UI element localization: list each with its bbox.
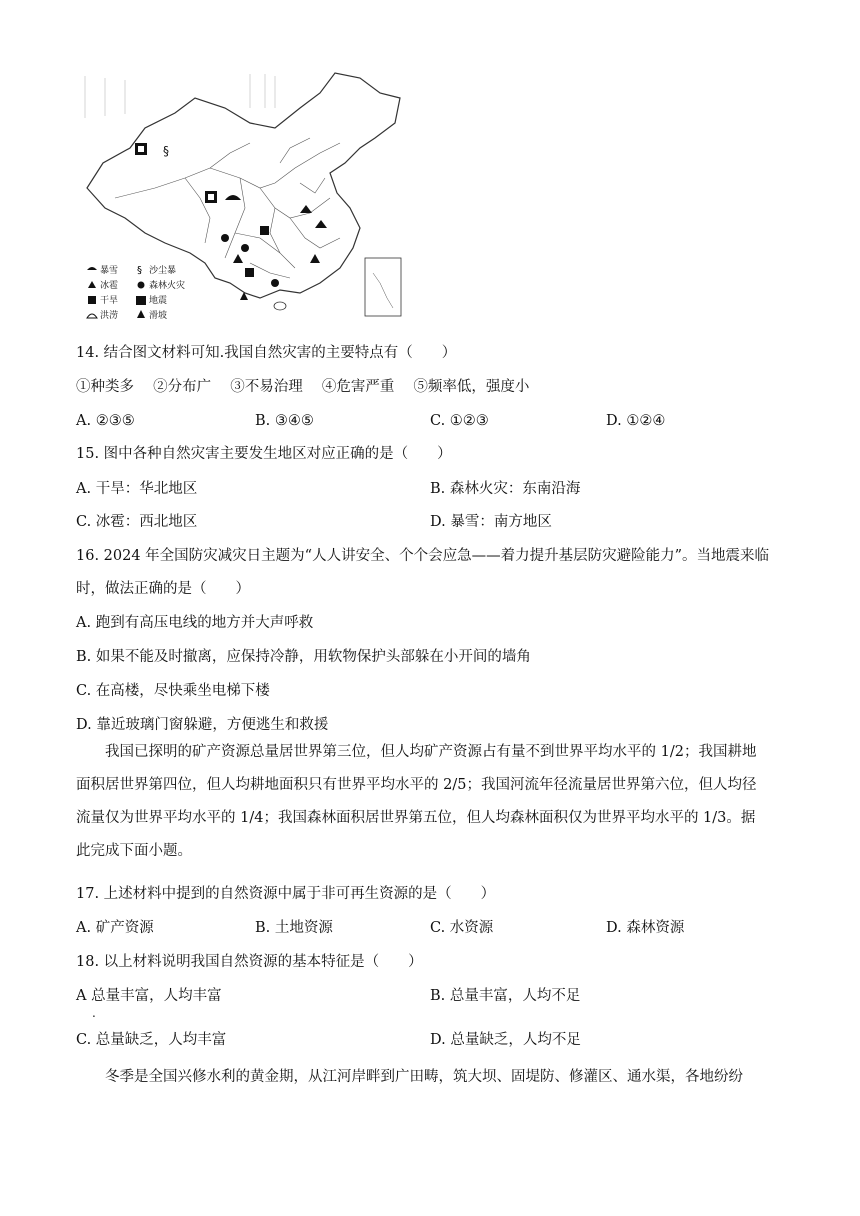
legend-forest-fire-icon [138, 282, 145, 289]
legend-label-5: 地震 [149, 296, 168, 306]
legend-label-3: 森林火灾 [149, 281, 186, 291]
q17-option-a: A. 矿产资源 [76, 920, 154, 936]
hail-icon [310, 254, 320, 263]
q15-option-d: D. 暴雪：南方地区 [430, 514, 552, 530]
q18-option-a: A 总量丰富，人均丰富 [76, 988, 222, 1004]
forest-fire-icon [241, 244, 249, 252]
legend-label-0: 暴雪 [100, 266, 119, 276]
map-symbols [135, 143, 327, 300]
q18-option-c: C. 总量缺乏，人均丰富 [76, 1032, 227, 1048]
legend-label-7: 滑坡 [149, 311, 168, 320]
hainan-island [274, 302, 286, 310]
q14-items: ①种类多 ②分布广 ③不易治理 ④危害严重 ⑤频率低，强度小 [76, 379, 530, 395]
q15-option-a: A. 干旱：华北地区 [76, 481, 198, 497]
q15-option-b: B. 森林火灾：东南沿海 [430, 481, 581, 497]
q16-option-a: A. 跑到有高压电线的地方并大声呼救 [76, 615, 314, 631]
q18-option-a-dot: . [92, 1006, 96, 1020]
flood-icon [225, 195, 241, 200]
faint-chart-remnant [85, 74, 275, 118]
legend-hail-icon [88, 281, 96, 288]
q17-option-c: C. 水资源 [430, 920, 494, 936]
q16-option-b: B. 如果不能及时撤离，应保持冷静，用软物保护头部躲在小开间的墙角 [76, 649, 531, 665]
earthquake-icon [205, 191, 217, 203]
drought-icon [245, 268, 254, 277]
q14-option-a: A. ②③⑤ [76, 413, 135, 429]
legend-earthquake-icon [136, 296, 146, 305]
legend-label-6: 洪涝 [100, 311, 119, 320]
material-line-1: 我国已探明的矿产资源总量居世界第三位，但人均矿产资源占有量不到世界平均水平的 1/2；我国耕地 [76, 744, 757, 760]
legend-label-2: 冰雹 [100, 281, 119, 291]
material-line-3: 流量仅为世界平均水平的 1/4；我国森林面积居世界第五位，但人均森林面积仅为世界平均水平的 1/3。据 [76, 810, 756, 826]
legend-label-1: 沙尘暴 [149, 266, 177, 276]
legend-label-4: 干旱 [100, 296, 119, 306]
earthquake-icon [135, 143, 147, 155]
legend-flood-icon [87, 314, 97, 318]
q15-stem: 15. 图中各种自然灾害主要发生地区对应正确的是（ ） [76, 446, 452, 462]
q14-stem: 14. 结合图文材料可知.我国自然灾害的主要特点有（ ） [76, 345, 457, 361]
q17-stem: 17. 上述材料中提到的自然资源中属于非可再生资源的是（ ） [76, 886, 496, 902]
blizzard-icon [300, 205, 312, 213]
legend-drought-icon [88, 296, 96, 304]
material2-line: 冬季是全国兴修水利的黄金期，从江河岸畔到广田畴，筑大坝、固堤防、修灌区、通水渠，各地纷纷 [76, 1069, 743, 1085]
hail-icon [233, 254, 243, 263]
q16-stem-line1: 16. 2024 年全国防灾减灾日主题为“人人讲安全、个个会应急——着力提升基层防灾避险能力”。当地震来临 [76, 548, 770, 564]
map-legend [87, 264, 185, 320]
drought-icon [260, 226, 269, 235]
legend-sandstorm-icon: § [137, 265, 142, 276]
material-line-4: 此完成下面小题。 [76, 843, 192, 859]
china-outline [87, 73, 400, 298]
q18-option-b: B. 总量丰富，人均不足 [430, 988, 581, 1004]
china-disaster-map [75, 68, 405, 320]
q17-option-d: D. 森林资源 [606, 920, 685, 936]
q14-option-d: D. ①②④ [606, 413, 666, 429]
material-line-2: 面积居世界第四位，但人均耕地面积只有世界平均水平的 2/5；我国河流年径流量居世界第六位，但人均径 [76, 777, 757, 793]
blizzard-icon [315, 220, 327, 228]
q15-option-c: C. 冰雹：西北地区 [76, 514, 198, 530]
q17-option-b: B. 土地资源 [255, 920, 333, 936]
forest-fire-icon [221, 234, 229, 242]
q14-option-c: C. ①②③ [430, 413, 489, 429]
q16-option-d: D. 靠近玻璃门窗躲避，方便逃生和救援 [76, 717, 329, 733]
q16-stem-line2: 时，做法正确的是（ ） [76, 581, 250, 597]
material-paragraph [76, 736, 786, 868]
sandstorm-icon: § [163, 144, 169, 158]
legend-landslide-icon [137, 310, 145, 318]
inset-line [373, 273, 393, 308]
map-svg [75, 68, 405, 320]
forest-fire-icon [271, 279, 279, 287]
south-sea-inset [365, 258, 401, 316]
q14-option-b: B. ③④⑤ [255, 413, 314, 429]
q18-stem: 18. 以上材料说明我国自然资源的基本特征是（ ） [76, 954, 423, 970]
legend-blizzard-icon [87, 267, 97, 270]
q16-option-c: C. 在高楼，尽快乘坐电梯下楼 [76, 683, 270, 699]
q18-option-d: D. 总量缺乏，人均不足 [430, 1032, 581, 1048]
